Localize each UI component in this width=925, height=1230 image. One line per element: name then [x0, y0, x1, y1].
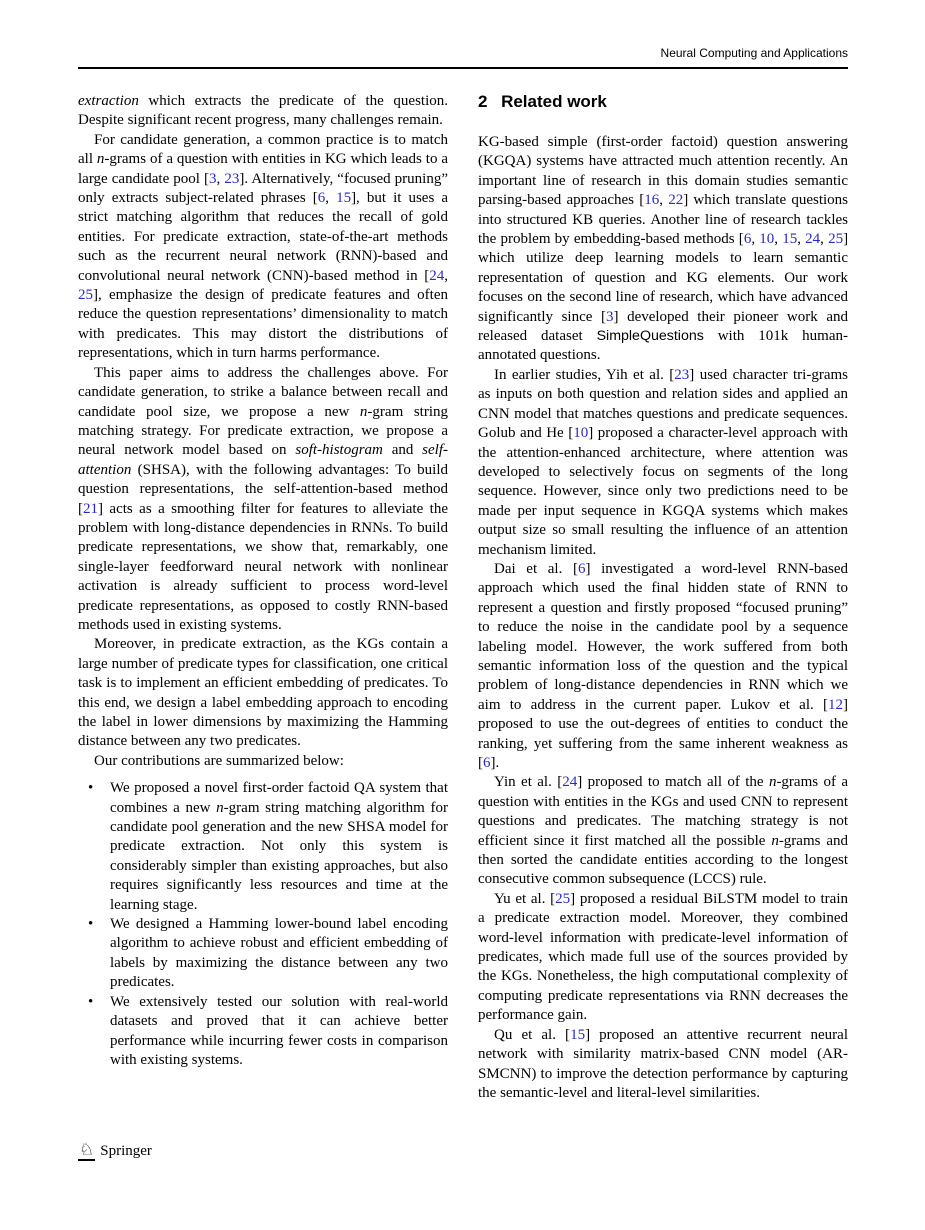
text-segment: Moreover, in predicate extraction, as the KGs contain a large number of predicate types for classification, one critical task is to implement an efficient embedding of predicates. To this end, we design a label embedding approach to encoding the label in lower dimensions by maximizing the Hamming distance between any two predicates. — [78, 636, 448, 750]
text-segment: Yu et al. [ — [494, 890, 556, 907]
citation-link[interactable]: 10 — [759, 231, 775, 248]
paragraph — [78, 752, 448, 771]
citation-link[interactable]: 6 — [483, 755, 491, 771]
paragraph — [78, 92, 448, 131]
text-segment: ], emphasize the design of predicate features and often reduce the question representations’ dimensionality to match with predicates. This may distort the distributions of representations, which in turn harms performance. — [78, 287, 448, 362]
paragraph — [478, 366, 848, 560]
text-segment: , — [751, 231, 760, 248]
two-column-body — [78, 92, 848, 1103]
text-segment: For candidate generation, a common practice is to match all — [78, 131, 448, 168]
left-column — [78, 92, 448, 1103]
text-segment: , — [216, 170, 225, 187]
paragraph — [78, 635, 448, 751]
text-segment: n — [216, 799, 224, 816]
bullet-icon: • — [88, 780, 94, 797]
citation-link[interactable]: 23 — [674, 366, 690, 383]
text-segment: ] which translate questions into structured KB queries. Another line of research tackles the problem by embedding-based methods [ — [478, 192, 849, 248]
text-segment: -gram string matching strategy. For predicate extraction, we propose a neural network model based on — [78, 403, 448, 459]
text-segment: We designed a Hamming lower-bound label encoding algorithm to achieve robust and efficient embedding of labels by maximizing the distance between any two predicates. — [110, 916, 448, 991]
text-segment: extraction — [78, 93, 139, 109]
citation-link[interactable]: 23 — [224, 170, 240, 187]
citation-link[interactable]: 15 — [782, 231, 798, 248]
text-segment: -grams of a question with entities in the KGs and used CNN to represent questions and predicates. The matching strategy is not efficient since it first matched all the possible — [478, 774, 848, 849]
citation-link[interactable]: 25 — [78, 287, 93, 304]
citation-link[interactable]: 24 — [429, 267, 445, 284]
text-segment: This paper aims to address the challenges above. For candidate generation, to strike a balance between recall and candidate pool size, we propose a new — [78, 364, 448, 420]
citation-link[interactable]: 15 — [570, 1026, 586, 1043]
text-segment: and — [382, 442, 423, 459]
paragraph — [478, 1026, 848, 1104]
section-number: 2 — [478, 92, 488, 111]
text-segment: ] proposed an attentive recurrent neural network with similarity matrix-based CNN model (AR-SMCNN) to improve the detection performance by capturing the semantic-level and literal-level similarities. — [478, 1026, 848, 1101]
text-segment: Yin et al. [ — [494, 774, 563, 791]
publisher-name: Springer — [100, 1142, 152, 1159]
text-segment: n — [771, 832, 779, 849]
list-item — [78, 993, 448, 1071]
text-segment: Our contributions are summarized below: — [94, 752, 344, 769]
text-segment: We extensively tested our solution with real-world datasets and proved that it can achieve better performance while incurring fewer costs in comparison with existing systems. — [110, 993, 448, 1068]
paragraph — [78, 131, 448, 364]
citation-link[interactable]: 3 — [209, 170, 217, 187]
list-item — [78, 779, 448, 915]
text-segment: We proposed a novel first-order factoid QA system that combines a new — [110, 780, 448, 816]
text-segment: ] developed their pioneer work and released dataset — [478, 308, 848, 345]
text-segment: (SHSA), with the following advantages: To build question representations, the self-attention-based method [ — [78, 461, 448, 517]
text-segment: ] proposed a residual BiLSTM model to train a predicate extraction model. Moreover, they combined word-level information with predicate-level information of predicates, which made full use of the sources provided by the KGs. Nonetheless, the high computational complexity of computing predicate representations via RNN decreases the performance gain. — [478, 890, 848, 1024]
text-segment: , — [774, 231, 783, 248]
text-segment: , — [325, 190, 337, 207]
text-segment: , — [659, 192, 669, 209]
springer-logo-icon: ♘ — [79, 1140, 95, 1159]
text-segment: ] proposed to use the out-degrees of entities to conduct the ranking, yet suffering from the same inherent weakness as [ — [478, 696, 848, 771]
text-segment: KG-based simple (first-order factoid) question answering (KGQA) systems have attracted much attention recently. An important line of research in this domain studies semantic parsing-based approaches [ — [478, 134, 848, 209]
paragraph — [478, 890, 848, 1026]
text-segment: ], but it uses a strict matching algorithm that reduces the recall of gold entities. For predicate extraction, state-of-the-art methods such as the recurrent neural network (RNN)-based and convolutional neural network (CNN)-based method in [ — [78, 190, 448, 284]
text-segment: ] proposed a character-level approach with the attention-enhanced architecture, where attention was developed to selectively focus on segments of the long sequence. However, since only two predictions need to be made per input sequence in KGQA systems which makes output size so small resulting the influence of an attention mechanism limited. — [478, 425, 848, 558]
text-segment: -grams and then sorted the candidate entities according to the longest consecutive common subsequence (LCCS) rule. — [478, 832, 848, 888]
text-segment: -gram string matching algorithm for candidate pool generation and the new SHSA model for predicate extraction. Not only this system is considerably simpler than existing approaches, but also requires significantly less resources and time at the learning stage. — [110, 799, 448, 913]
citation-link[interactable]: 24 — [805, 231, 821, 248]
text-segment: Dai et al. [ — [494, 560, 578, 577]
citation-link[interactable]: 6 — [577, 560, 586, 577]
journal-name: Neural Computing and Applications — [660, 46, 848, 60]
citation-link[interactable]: 25 — [828, 231, 844, 248]
text-segment: SimpleQuestions — [596, 328, 704, 345]
text-segment: with 101k human-annotated questions. — [478, 328, 848, 364]
bullet-icon: • — [88, 916, 94, 933]
text-segment: , — [444, 267, 448, 284]
left-column-paragraphs — [78, 92, 448, 771]
citation-link[interactable]: 21 — [83, 500, 98, 517]
text-segment: , — [797, 231, 806, 248]
text-segment: ] acts as a smoothing filter for features to alleviate the problem with long-distance dependencies in RNNs. To build predicate representations, we show that, remarkably, one single-layer feedforward neural network with nonlinear activation is already sufficient to process word-level predicate representations, as opposed to costly RNN-based methods used in existing systems. — [78, 500, 448, 633]
section-heading — [478, 92, 848, 112]
bullet-text — [110, 779, 448, 915]
contributions-list — [78, 779, 448, 1070]
section-title: Related work — [501, 92, 607, 111]
citation-link[interactable]: 24 — [562, 774, 578, 791]
citation-link[interactable]: 22 — [668, 192, 684, 209]
text-segment: ]. — [490, 755, 500, 771]
text-segment: n — [96, 151, 105, 168]
right-column-paragraphs — [478, 133, 848, 1103]
header-rule — [78, 67, 848, 69]
paragraph — [478, 773, 848, 889]
bullet-icon: • — [88, 993, 94, 1010]
text-segment: In earlier studies, Yih et al. [ — [494, 366, 675, 383]
page-header — [78, 0, 848, 69]
text-segment: -grams of a question with entities in KG which leads to a large candidate pool [ — [78, 151, 448, 187]
text-segment: ]. Alternatively, “focused pruning” only extracts subject-related phrases [ — [78, 170, 448, 207]
citation-link[interactable]: 6 — [743, 231, 752, 248]
citation-link[interactable]: 6 — [317, 190, 326, 207]
paragraph — [78, 364, 448, 636]
paragraph — [478, 560, 848, 773]
citation-link[interactable]: 12 — [828, 696, 843, 713]
text-segment: ] used character tri-grams as inputs on both question and relation sides and applied an CNN model that matches questions and predicate sequences. Golub and He [ — [478, 366, 848, 442]
citation-link[interactable]: 16 — [644, 192, 660, 209]
text-segment: ] proposed to match all of the — [577, 774, 769, 791]
paragraph — [478, 133, 848, 366]
citation-link[interactable]: 25 — [555, 890, 571, 907]
list-item — [78, 915, 448, 993]
page-footer — [78, 1141, 152, 1161]
bullet-text — [110, 915, 448, 993]
citation-link[interactable]: 15 — [336, 190, 352, 207]
text-segment: n — [768, 774, 777, 791]
text-segment: self-attention — [78, 442, 448, 478]
text-segment: soft-histogram — [295, 442, 383, 459]
right-column — [478, 92, 848, 1103]
citation-link[interactable]: 3 — [605, 308, 614, 325]
text-segment: Qu et al. [ — [494, 1026, 571, 1043]
citation-link[interactable]: 10 — [573, 425, 589, 442]
text-segment: , — [820, 231, 829, 248]
text-segment: n — [359, 403, 368, 420]
text-segment: which extracts the predicate of the question. Despite significant recent progress, many challenges remain. — [78, 93, 448, 129]
text-segment: ] which utilize deep learning models to learn semantic representation of question and KG elements. Our work focuses on the second line of research, which have advanced significantly since [ — [478, 231, 849, 325]
text-segment: ] investigated a word-level RNN-based approach which used the final hidden state of RNN to represent a question and firstly proposed “focused pruning” to reduce the noise in the candidate pool by a sequence labeling model. However, the work suffered from both semantic information loss of the question and the typical problem of long-distance dependencies in RNN which we aim to address in the current paper. Lukov et al. [ — [478, 560, 848, 713]
bullet-text — [110, 993, 448, 1071]
